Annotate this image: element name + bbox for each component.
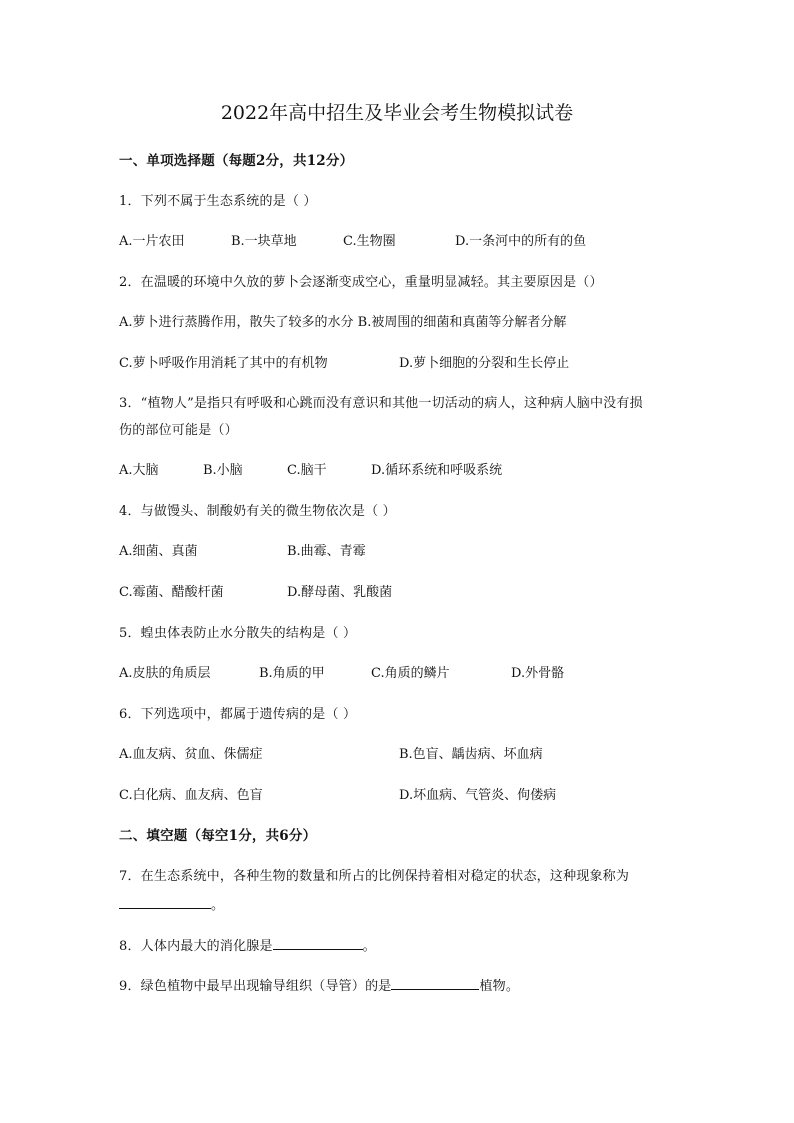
question-3-option-a: A.大脑 bbox=[119, 463, 159, 478]
question-9-line bbox=[119, 976, 519, 996]
question-2-option-ab: A.萝卜进行蒸腾作用，散失了较多的水分 B.被周围的细菌和真菌等分解者分解 bbox=[119, 315, 567, 330]
question-6-option-d: D.坏血病、气管炎、佝偻病 bbox=[399, 788, 557, 803]
question-1-option-c: C.生物圈 bbox=[343, 234, 396, 249]
question-2-option-c: C.萝卜呼吸作用消耗了其中的有机物 bbox=[119, 356, 328, 371]
question-7-answer-line bbox=[119, 895, 224, 915]
question-7-stem: 7．在生态系统中，各种生物的数量和所占的比例保持着相对稳定的状态，这种现象称为 bbox=[119, 869, 630, 884]
question-6-option-a: A.血友病、贫血、侏儒症 bbox=[119, 747, 263, 762]
question-5-option-c: C.角质的鳞片 bbox=[371, 666, 450, 681]
question-5-option-a: A.皮肤的角质层 bbox=[119, 666, 211, 681]
question-7-tail: 。 bbox=[211, 898, 225, 913]
question-3-stem-line-2: 伤的部位可能是（） bbox=[119, 423, 238, 438]
section-heading-fill-blank: 二、填空题（每空1分，共6分） bbox=[119, 828, 317, 844]
question-4-option-a: A.细菌、真菌 bbox=[119, 544, 198, 559]
question-5-option-d: D.外骨骼 bbox=[511, 666, 565, 681]
question-4-stem: 4．与做馒头、制酸奶有关的微生物依次是（ ） bbox=[119, 504, 396, 519]
question-8-stem: 8．人体内最大的消化腺是 bbox=[119, 939, 273, 954]
question-8-line bbox=[119, 936, 376, 956]
question-5-option-b: B.角质的甲 bbox=[259, 666, 325, 681]
question-2-option-d: D.萝卜细胞的分裂和生长停止 bbox=[399, 356, 570, 371]
question-3-option-b: B.小脑 bbox=[203, 463, 243, 478]
question-9-blank[interactable] bbox=[391, 976, 479, 990]
question-6-option-b: B.色盲、龋齿病、坏血病 bbox=[399, 747, 543, 762]
section-heading-single-choice: 一、单项选择题（每题2分，共12分） bbox=[119, 153, 354, 169]
question-8-tail: 。 bbox=[362, 939, 376, 954]
question-4-option-c: C.霉菌、醋酸杆菌 bbox=[119, 585, 224, 600]
question-6-option-c: C.白化病、血友病、色盲 bbox=[119, 788, 263, 803]
question-2-stem: 2．在温暖的环境中久放的萝卜会逐渐变成空心，重量明显减轻。其主要原因是（） bbox=[119, 275, 603, 290]
question-4-option-b: B.曲霉、青霉 bbox=[287, 544, 366, 559]
question-4-option-d: D.酵母菌、乳酸菌 bbox=[287, 585, 393, 600]
question-7-blank[interactable] bbox=[119, 895, 211, 909]
question-1-stem: 1．下列不属于生态系统的是（ ） bbox=[119, 194, 317, 209]
question-1-option-d: D.一条河中的所有的鱼 bbox=[455, 234, 587, 249]
question-1-option-b: B.一块草地 bbox=[231, 234, 297, 249]
question-9-stem: 9．绿色植物中最早出现输导组织（导管）的是 bbox=[119, 979, 392, 994]
question-9-tail: 植物。 bbox=[479, 979, 520, 994]
question-8-blank[interactable] bbox=[273, 936, 363, 950]
question-3-stem-line-1: 3．“植物人”是指只有呼吸和心跳而没有意识和其他一切活动的病人，这种病人脑中没有损 bbox=[119, 396, 643, 411]
question-6-stem: 6．下列选项中，都属于遗传病的是（ ） bbox=[119, 707, 357, 722]
page-title: 2022年高中招生及毕业会考生物模拟试卷 bbox=[220, 102, 574, 124]
question-5-stem: 5．蝗虫体表防止水分散失的结构是（ ） bbox=[119, 626, 357, 641]
question-3-option-d: D.循环系统和呼吸系统 bbox=[371, 463, 503, 478]
question-1-option-a: A.一片农田 bbox=[119, 234, 185, 249]
question-3-option-c: C.脑干 bbox=[287, 463, 327, 478]
